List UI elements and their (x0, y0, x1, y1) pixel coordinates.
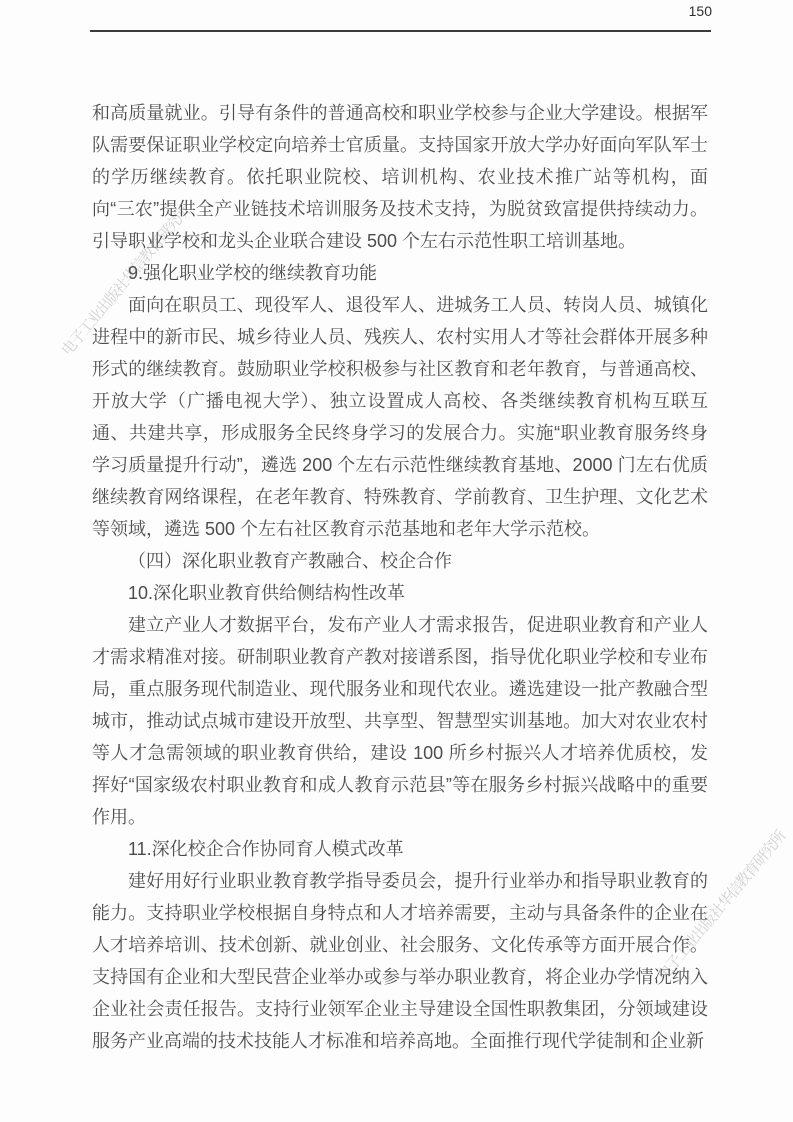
header-rule (90, 30, 711, 32)
paragraph: 面向在职员工、现役军人、退役军人、进城务工人员、转岗人员、城镇化进程中的新市民、城乡待业人员、残疾人、农村实用人才等社会群体开展多种形式的继续教育。鼓励职业学校积极参与社区教育和老年教育，与普通高校、开放大学（广播电视大学）、独立设置成人高校、各类继续教育机构互联互通、共建共享，形成服务全民终身学习的发展合力。实施“职业教育服务终身学习质量提升行动”，遴选 200 个左右示范性继续教育基地、2000 门左右优质继续教育网络课程，在老年教育、特殊教育、学前教育、卫生护理、文化艺术等领域，遴选 500 个左右社区教育示范基地和老年大学示范校。 (92, 295, 708, 539)
section-heading: 10.深化职业教育供给侧结构性改革 (128, 583, 406, 603)
section-heading: （四）深化职业教育产教融合、校企合作 (128, 551, 452, 571)
section-heading: 9.强化职业学校的继续教育功能 (128, 263, 378, 283)
paragraph: 建好用好行业职业教育教学指导委员会，提升行业举办和指导职业教育的能力。支持职业学校根据自身特点和人才培养需要，主动与具备条件的企业在人才培养培训、技术创新、就业创业、社会服务、文化传承等方面开展合作。支持国有企业和大型民营企业举办或参与举办职业教育，将企业办学情况纳入企业社会责任报告。支持行业领军企业主导建设全国性职教集团，分领域建设服务产业高端的技术技能人才标准和培养高地。全面推行现代学徒制和企业新 (92, 871, 708, 1051)
page-number: 150 (688, 3, 712, 19)
paragraph: 和高质量就业。引导有条件的普通高校和职业学校参与企业大学建设。根据军队需要保证职业学校定向培养士官质量。支持国家开放大学办好面向军队军士的学历继续教育。依托职业院校、培训机构、农业技术推广站等机构，面向“三农”提供全产业链技术培训服务及技术支持，为脱贫致富提供持续动力。引导职业学校和龙头企业联合建设 500 个左右示范性职工培训基地。 (92, 103, 708, 251)
content (92, 97, 708, 1057)
paragraph: 建立产业人才数据平台，发布产业人才需求报告，促进职业教育和产业人才需求精准对接。研制职业教育产教对接谱系图，指导优化职业学校和专业布局，重点服务现代制造业、现代服务业和现代农业。遴选建设一批产教融合型城市，推动试点城市建设开放型、共享型、智慧型实训基地。加大对农业农村等人才急需领域的职业教育供给，建设 100 所乡村振兴人才培养优质校，发挥好“国家级农村职业教育和成人教育示范县”等在服务乡村振兴战略中的重要作用。 (92, 615, 708, 827)
watermark: 电子工业出版社华信教育研究所 (654, 828, 790, 985)
watermark: 电子工业出版社华信教育研究所 (58, 203, 194, 360)
section-heading: 11.深化校企合作协同育人模式改革 (128, 839, 404, 859)
